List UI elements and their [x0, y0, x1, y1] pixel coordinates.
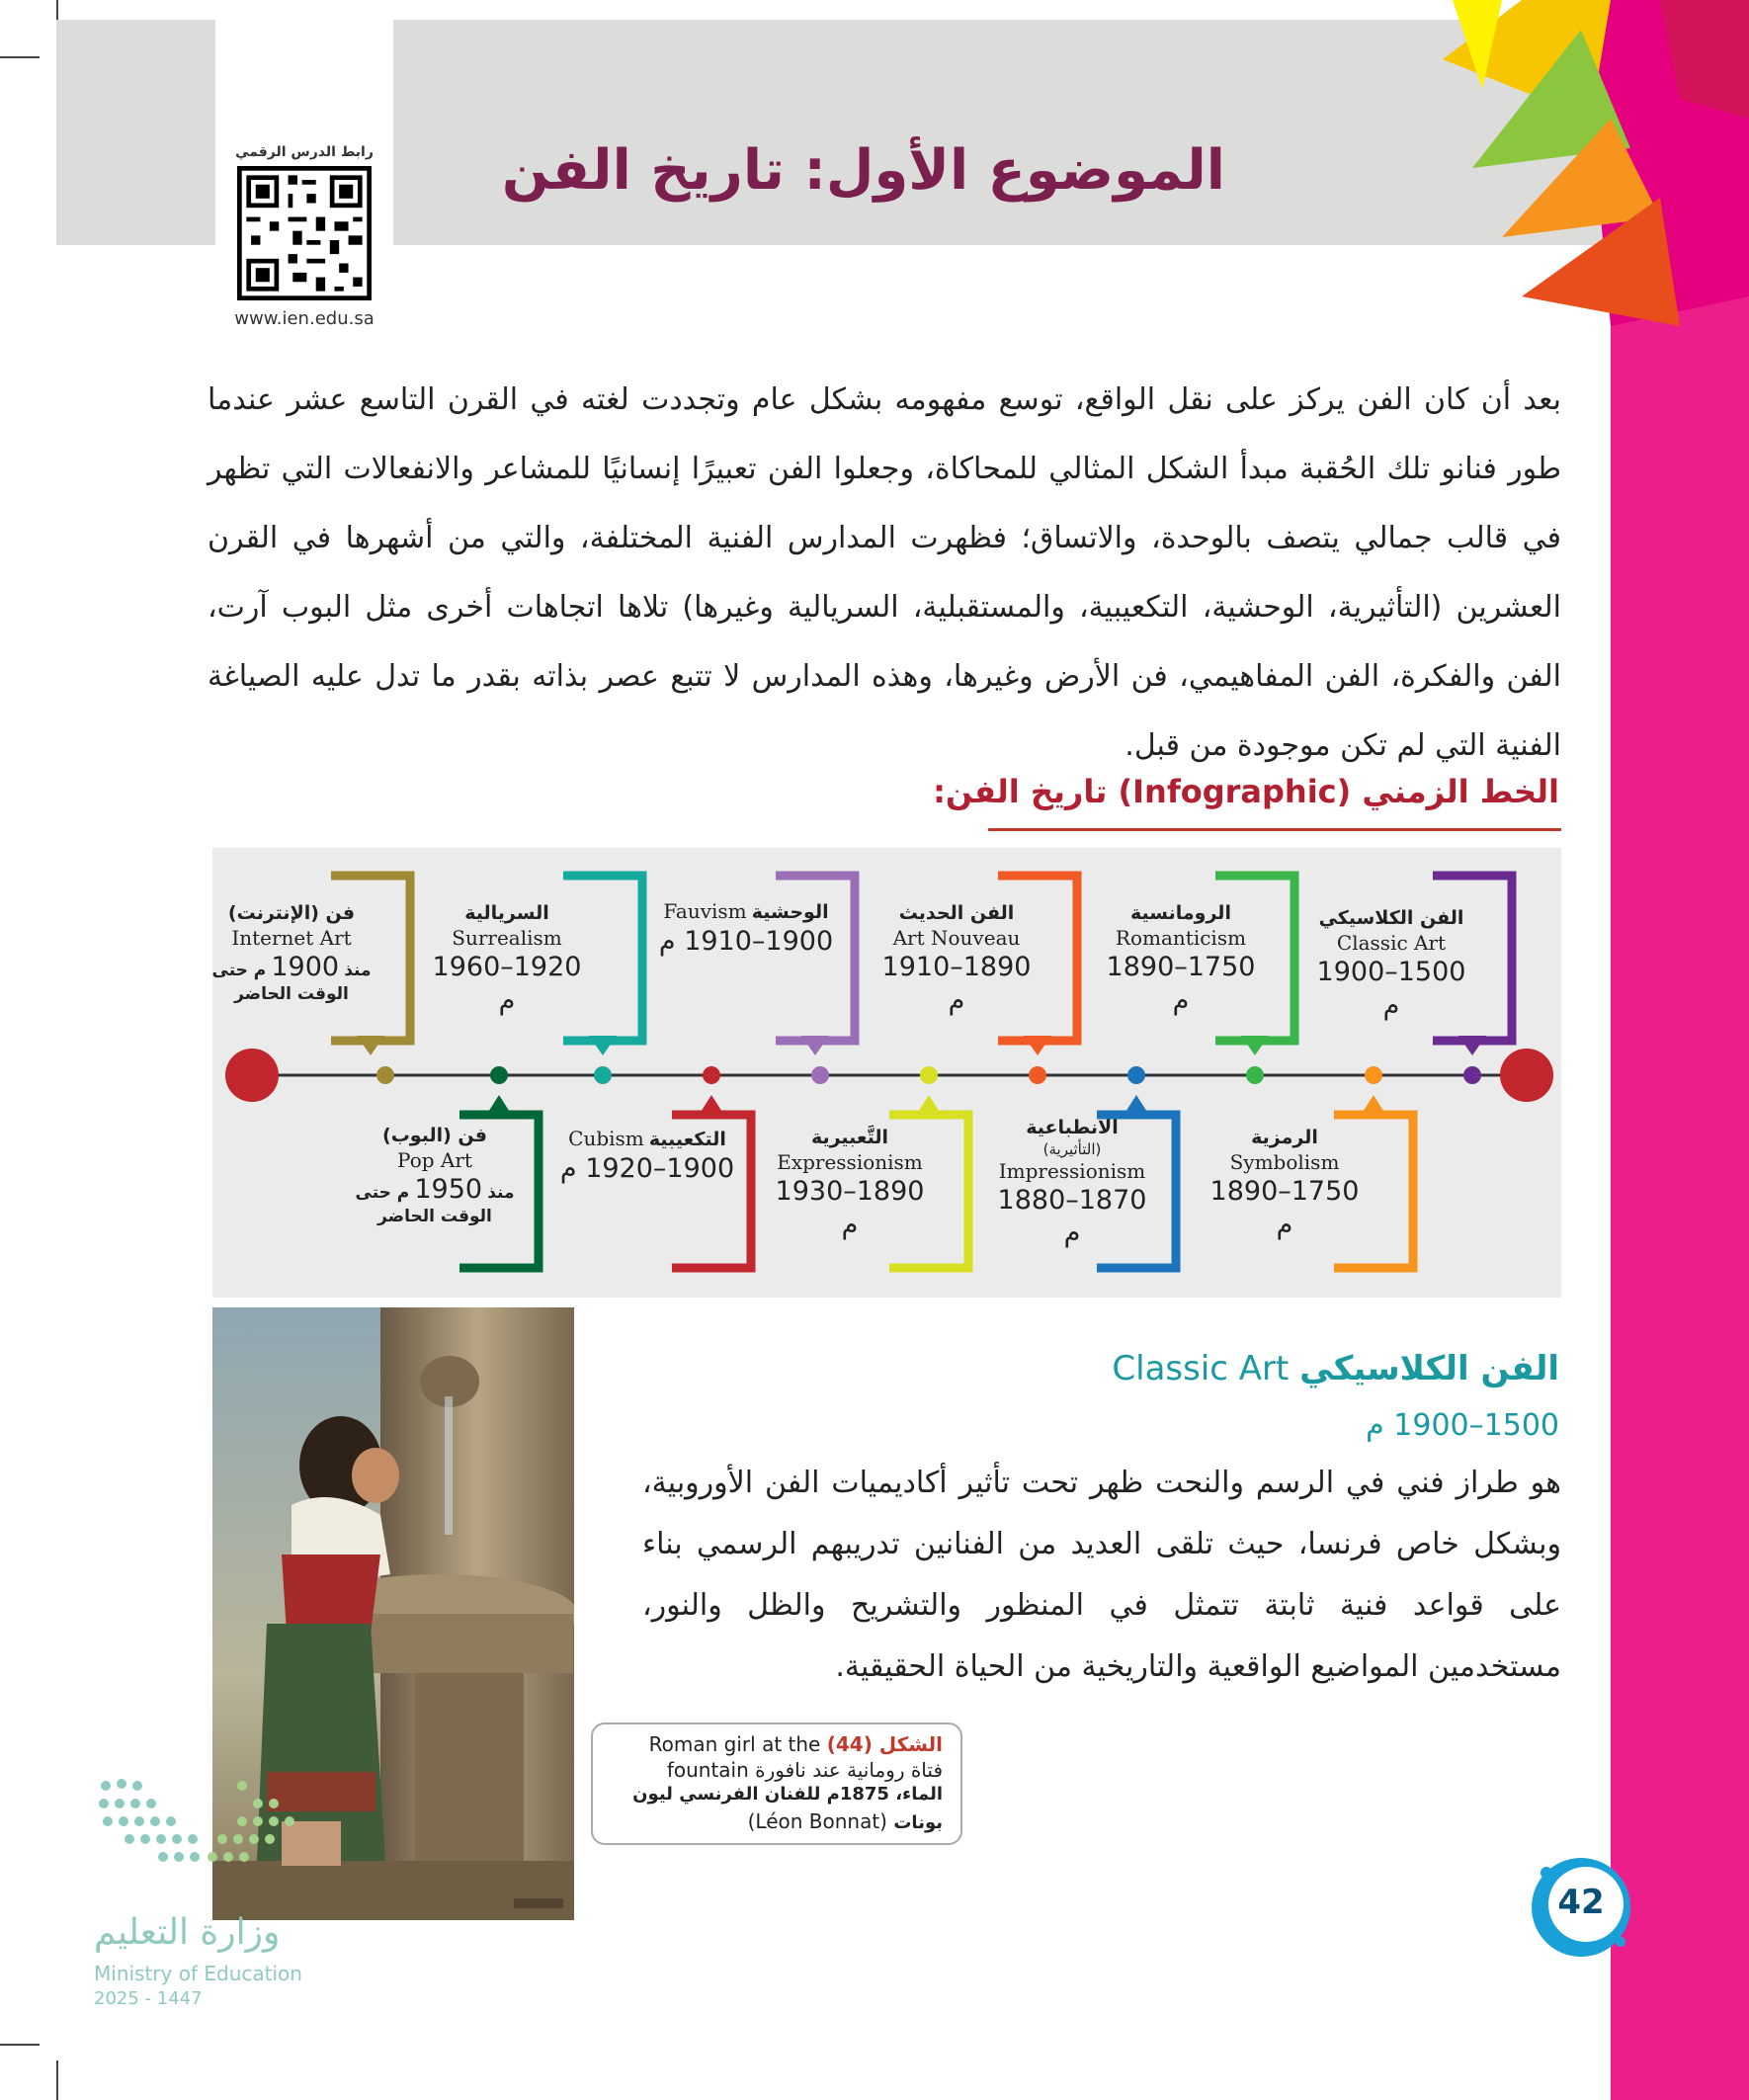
- until-label: م حتى: [355, 1182, 410, 1203]
- timeline-dot: [1365, 1066, 1382, 1084]
- timeline-item-label-en: Fauvism: [663, 899, 747, 923]
- heading-underline: [988, 828, 1561, 831]
- timeline-item-years: 1750–1890 م: [1106, 951, 1256, 1016]
- timeline-item-label-ar: فن (الإنترنت): [227, 902, 356, 924]
- timeline-item-label-ar: الوحشية: [751, 901, 829, 923]
- crop-mark: [0, 56, 40, 58]
- qr-code[interactable]: [237, 166, 372, 300]
- timeline-item-label-ar: التكعيبية: [648, 1129, 726, 1150]
- timeline-item-symbolism: [1201, 1127, 1369, 1241]
- timeline-item-label-en: Expressionism: [777, 1149, 923, 1174]
- crop-mark: [56, 2060, 58, 2100]
- figure-label: الشكل (44): [826, 1732, 943, 1756]
- timeline-item-title-row: [647, 899, 845, 925]
- timeline-item-internet-art: [208, 902, 375, 1005]
- timeline-dot: [490, 1066, 508, 1084]
- caption-text-en: fountain: [666, 1758, 749, 1782]
- timeline-pointer: [589, 1036, 617, 1055]
- qr-url[interactable]: www.ien.edu.sa: [234, 308, 375, 329]
- timeline-item-label-ar: التَّعبيرية: [810, 1127, 889, 1148]
- timeline-pointer: [485, 1095, 513, 1117]
- ministry-year: 2025 - 1447: [94, 1988, 203, 2009]
- since-label: منذ: [344, 960, 372, 980]
- timeline-item-label-ar: الفن الكلاسيكي: [1318, 907, 1464, 929]
- qr-caption: رابط الدرس الرقمي: [235, 144, 374, 160]
- timeline-item-romanticism: [1097, 902, 1265, 1017]
- crop-mark: [0, 2044, 40, 2046]
- page-title: الموضوع الأول: تاريخ الفن: [501, 138, 1225, 203]
- timeline-pointer: [801, 1036, 829, 1055]
- timeline-pointer: [1123, 1095, 1150, 1117]
- timeline-item-years: 1920–1960 م: [432, 951, 582, 1016]
- timeline-dot: [920, 1066, 938, 1084]
- caption-text-en: Roman girl at the: [648, 1732, 821, 1756]
- until-label: م حتى: [211, 960, 267, 980]
- caption-line-1: [649, 1732, 943, 1756]
- timeline-item-label-ar-alt: (التأثيرية): [1042, 1139, 1102, 1158]
- timeline-item-years: 1750–1890 م: [1209, 1175, 1360, 1240]
- timeline-dot: [1463, 1066, 1481, 1084]
- classic-art-description: هو طراز فني في الرسم والنحت ظهر تحت تأثير أكاديميات الفن الأوروبية، وبشكل خاص فرنسا، حيث تلقى العديد من الفنانين تدريبهم الرسمي بناء على قواعد فنية ثابتة تتمثل في المنظور والتشريح والظل والنور، مستخدمين المواضيع الواقعية والتاريخية من الحياة الحقيقية.: [642, 1466, 1561, 1684]
- page-number: 42: [1557, 1883, 1605, 1922]
- timeline-pointer: [1360, 1095, 1387, 1117]
- timeline-item-label-ar: الانطباعية: [1026, 1117, 1119, 1138]
- timeline-heading: الخط الزمني (Infographic) تاريخ الفن:: [933, 773, 1559, 810]
- timeline-item-label-en: Cubism: [568, 1127, 644, 1150]
- timeline-item-label-ar: الرمزية: [1251, 1127, 1318, 1148]
- timeline-item-label-ar: فن (البوب): [382, 1125, 487, 1146]
- timeline-pointer: [1241, 1036, 1269, 1055]
- timeline-dot: [1246, 1066, 1264, 1084]
- caption-line-4: [748, 1809, 943, 1833]
- timeline-item-since: [208, 951, 375, 984]
- ministry-logo-icon: [94, 1774, 321, 1902]
- timeline-item-years: 1890–1930 م: [775, 1175, 925, 1240]
- timeline-item-label-ar: الفن الحديث: [898, 902, 1015, 924]
- caption-text-en: (Léon Bonnat): [747, 1809, 887, 1833]
- timeline-dot: [1127, 1066, 1145, 1084]
- timeline-pointer: [1024, 1036, 1051, 1055]
- timeline-item-label-en: Impressionism: [998, 1158, 1146, 1183]
- timeline-item-label-en: Romanticism: [1115, 925, 1247, 950]
- timeline-item-years: 1890–1910 م: [881, 951, 1032, 1016]
- since-year: 1950: [414, 1173, 483, 1205]
- timeline-item-since: [351, 1173, 519, 1207]
- timeline-dot: [594, 1066, 612, 1084]
- timeline-item-surrealism: [423, 902, 591, 1017]
- classic-art-years: 1500–1900 م: [1366, 1408, 1559, 1443]
- timeline-item-label-en: Symbolism: [1229, 1149, 1340, 1174]
- timeline-item-title-row: [548, 1127, 746, 1152]
- classic-heading-ar: الفن الكلاسيكي: [1299, 1349, 1559, 1388]
- timeline-dot: [1029, 1066, 1046, 1084]
- figure-caption: [591, 1722, 962, 1845]
- timeline-item-years: 1500–1900 م: [1316, 956, 1466, 1021]
- timeline-dot: [811, 1066, 829, 1084]
- timeline-dot: [376, 1066, 394, 1084]
- timeline-item-impressionism: [988, 1117, 1156, 1250]
- caption-line-2: [667, 1758, 943, 1782]
- timeline-item-fauvism: [647, 899, 845, 959]
- present-label: الوقت الحاضر: [377, 1206, 492, 1226]
- timeline-end-marker: [225, 1049, 279, 1102]
- timeline-item-years: 1900–1910 م: [658, 925, 834, 957]
- classic-heading-en: Classic Art: [1112, 1349, 1290, 1388]
- caption-line-3: الماء، 1875م للفنان الفرنسي ليون: [632, 1784, 943, 1805]
- timeline-pointer: [915, 1095, 943, 1117]
- timeline-item-label-ar: السريالية: [464, 902, 549, 924]
- timeline-item-label-ar: الرومانسية: [1130, 902, 1231, 924]
- timeline-item-years: 1870–1880 م: [997, 1184, 1147, 1249]
- timeline-item-pop-art: [351, 1125, 519, 1227]
- intro-paragraph: بعد أن كان الفن يركز على نقل الواقع، توسع مفهومه بشكل عام وتجددت لغته في القرن التاسع عشر عندما طور فنانو تلك الحُقبة مبدأ الشكل المثالي للمحاكاة، وجعلوا الفن تعبيرًا إنسانيًا للمشاعر والانفعالات التي تظهر في قالب جمالي يتصف بالوحدة، والاتساق؛ فظهرت المدارس الفنية المختلفة، والتي من أشهرها في القرن العشرين (التأثيرية، الوحشية، التكعيبية، والمستقبلية، السريالية وغيرها) تلاها اتجاهات أخرى مثل البوب آرت، الفن والفكرة، الفن المفاهيمي، فن الأرض وغيرها، وهذه المدارس لا تتبع عصر بذاته بقدر ما تدل عليه الصياغة الفنية التي لم تكن موجودة من قبل.: [208, 382, 1561, 763]
- timeline-dot: [703, 1066, 720, 1084]
- timeline-item-classic-art: [1307, 907, 1475, 1022]
- timeline-item-art-nouveau: [873, 902, 1041, 1017]
- timeline-item-label-en: Classic Art: [1336, 930, 1447, 955]
- timeline-pointer: [357, 1036, 384, 1055]
- classic-art-heading: [1112, 1349, 1559, 1388]
- timeline-pointer: [1458, 1036, 1486, 1055]
- ministry-name-en: Ministry of Education: [94, 1962, 302, 1985]
- timeline-item-label-en: Surrealism: [452, 925, 562, 950]
- ministry-name-ar: وزارة التعليم: [94, 1912, 281, 1953]
- timeline-item-expressionism: [766, 1127, 934, 1241]
- timeline-item-cubism: [548, 1127, 746, 1186]
- caption-text-ar: بونات: [893, 1812, 943, 1833]
- timeline-infographic: [212, 848, 1561, 1298]
- since-label: منذ: [487, 1182, 515, 1203]
- since-year: 1900: [271, 951, 340, 982]
- timeline-pointer: [698, 1095, 725, 1117]
- timeline-item-label-en: Art Nouveau: [892, 925, 1021, 950]
- timeline-item-label-en: Pop Art: [397, 1147, 472, 1172]
- caption-text-ar: فتاة رومانية عند نافورة: [755, 1758, 943, 1782]
- timeline-item-label-en: Internet Art: [231, 925, 352, 950]
- timeline-end-marker: [1500, 1049, 1553, 1102]
- present-label: الوقت الحاضر: [234, 983, 349, 1004]
- timeline-item-years: 1900–1920 م: [559, 1152, 735, 1184]
